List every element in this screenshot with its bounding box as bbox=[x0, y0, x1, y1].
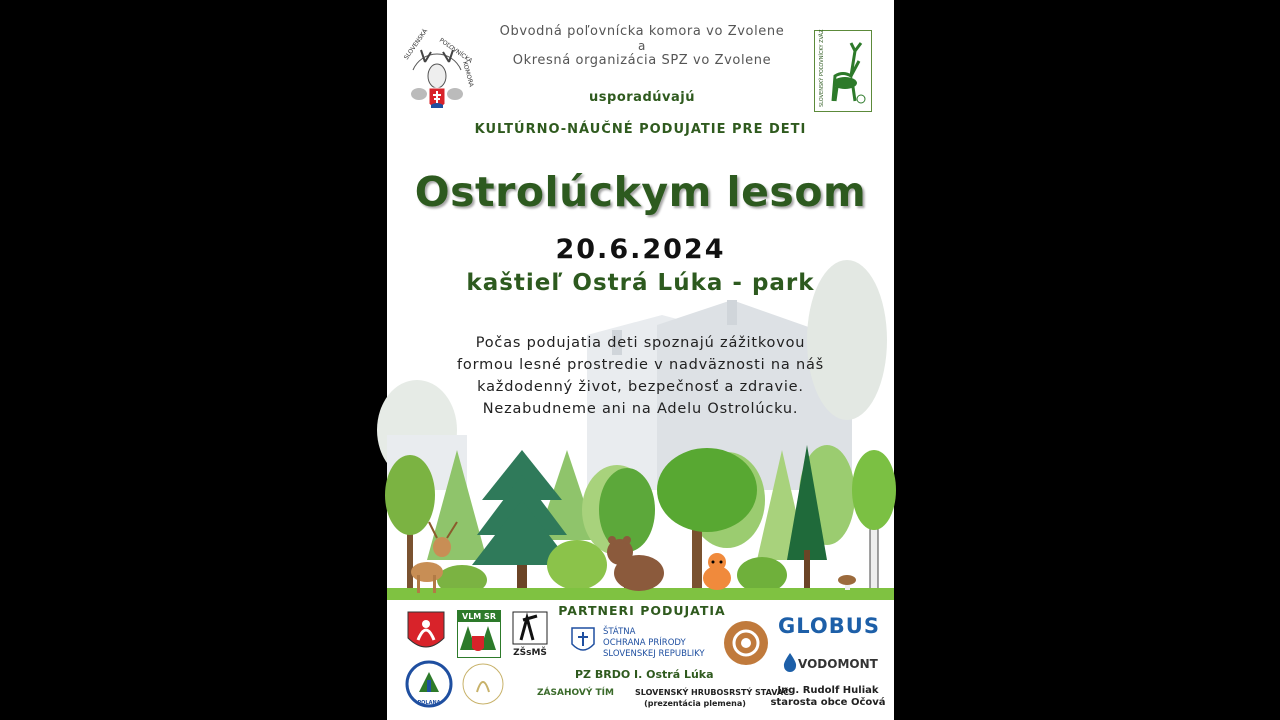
hunting-horn-logo bbox=[723, 620, 769, 666]
slovenska-polovnicka-komora-logo bbox=[402, 27, 475, 114]
sop-line: OCHRANA PRÍRODY bbox=[603, 638, 686, 648]
svg-text:KOMORA: KOMORA bbox=[461, 60, 475, 88]
organizer-conjunction: a bbox=[638, 39, 646, 53]
description-line: formou lesné prostredie v nadväznosti na náš bbox=[457, 357, 824, 373]
water-drop-icon bbox=[782, 652, 798, 672]
event-description bbox=[427, 332, 854, 420]
svg-text:SLOVENSKÝ POĽOVNÍCKY ZVÄZ: SLOVENSKÝ POĽOVNÍCKY ZVÄZ bbox=[819, 29, 825, 107]
description-line: každodenný život, bezpečnosť a zdravie. bbox=[477, 379, 804, 395]
zasahovy-tim-logo: ZÁSAHOVÝ TÍM bbox=[537, 688, 614, 698]
organizer-line-2: Okresná organizácia SPZ vo Zvolene bbox=[512, 53, 772, 68]
globus-logo: GLOBUS bbox=[778, 614, 880, 638]
description-line: Počas podujatia deti spoznajú zážitkovou bbox=[475, 335, 806, 351]
obec-ocova-crest bbox=[406, 610, 446, 656]
event-place: kaštieľ Ostrá Lúka - park bbox=[466, 270, 815, 296]
mayor-block bbox=[769, 685, 887, 709]
event-subtitle: KULTÚRNO-NÁUČNÉ PODUJATIE PRE DETI bbox=[474, 122, 807, 137]
organizer-line-1: Obvodná poľovnícka komora vo Zvolene bbox=[499, 24, 785, 39]
mayor-title: starosta obce Očová bbox=[770, 697, 886, 708]
sop-sr-text bbox=[603, 627, 705, 660]
vodomont-logo: VODOMONT bbox=[798, 657, 878, 671]
prezentacia-label: (prezentácia plemena) bbox=[644, 699, 746, 708]
hrubosrsty-label: SLOVENSKÝ HRUBOSRSTÝ STAVAČ bbox=[635, 688, 789, 697]
sop-sr-emblem bbox=[570, 626, 596, 656]
circle-org-logo bbox=[461, 662, 505, 706]
slovensky-polovnicky-zvaz-logo bbox=[814, 30, 872, 112]
poster bbox=[387, 0, 894, 720]
event-date: 20.6.2024 bbox=[555, 234, 726, 265]
svg-text:POĽOVNÍCKA: POĽOVNÍCKA bbox=[437, 36, 474, 65]
vlm-sr-logo bbox=[457, 610, 501, 658]
forest-illustration bbox=[387, 440, 894, 610]
zssms-logo-icon bbox=[511, 610, 549, 646]
partners-title: PARTNERI PODUJATIA bbox=[558, 603, 726, 618]
svg-text:SLOVENSKÁ: SLOVENSKÁ bbox=[402, 27, 430, 62]
description-line: Nezabudneme ani na Adelu Ostrolúcku. bbox=[482, 401, 799, 417]
polana-label: POLANA bbox=[417, 700, 441, 706]
sop-line: ŠTÁTNA bbox=[603, 627, 636, 637]
event-title: Ostrolúckym lesom bbox=[414, 168, 867, 216]
pz-brdo-label: PZ BRDO I. Ostrá Lúka bbox=[575, 668, 714, 681]
organize-text: usporadúvajú bbox=[589, 90, 695, 105]
vlm-sr-label: VLM SR bbox=[458, 611, 500, 622]
mayor-name: Ing. Rudolf Huliak bbox=[777, 685, 879, 696]
sop-line: SLOVENSKEJ REPUBLIKY bbox=[603, 649, 705, 659]
zssms-label: ZŠsMŠ bbox=[513, 648, 547, 658]
